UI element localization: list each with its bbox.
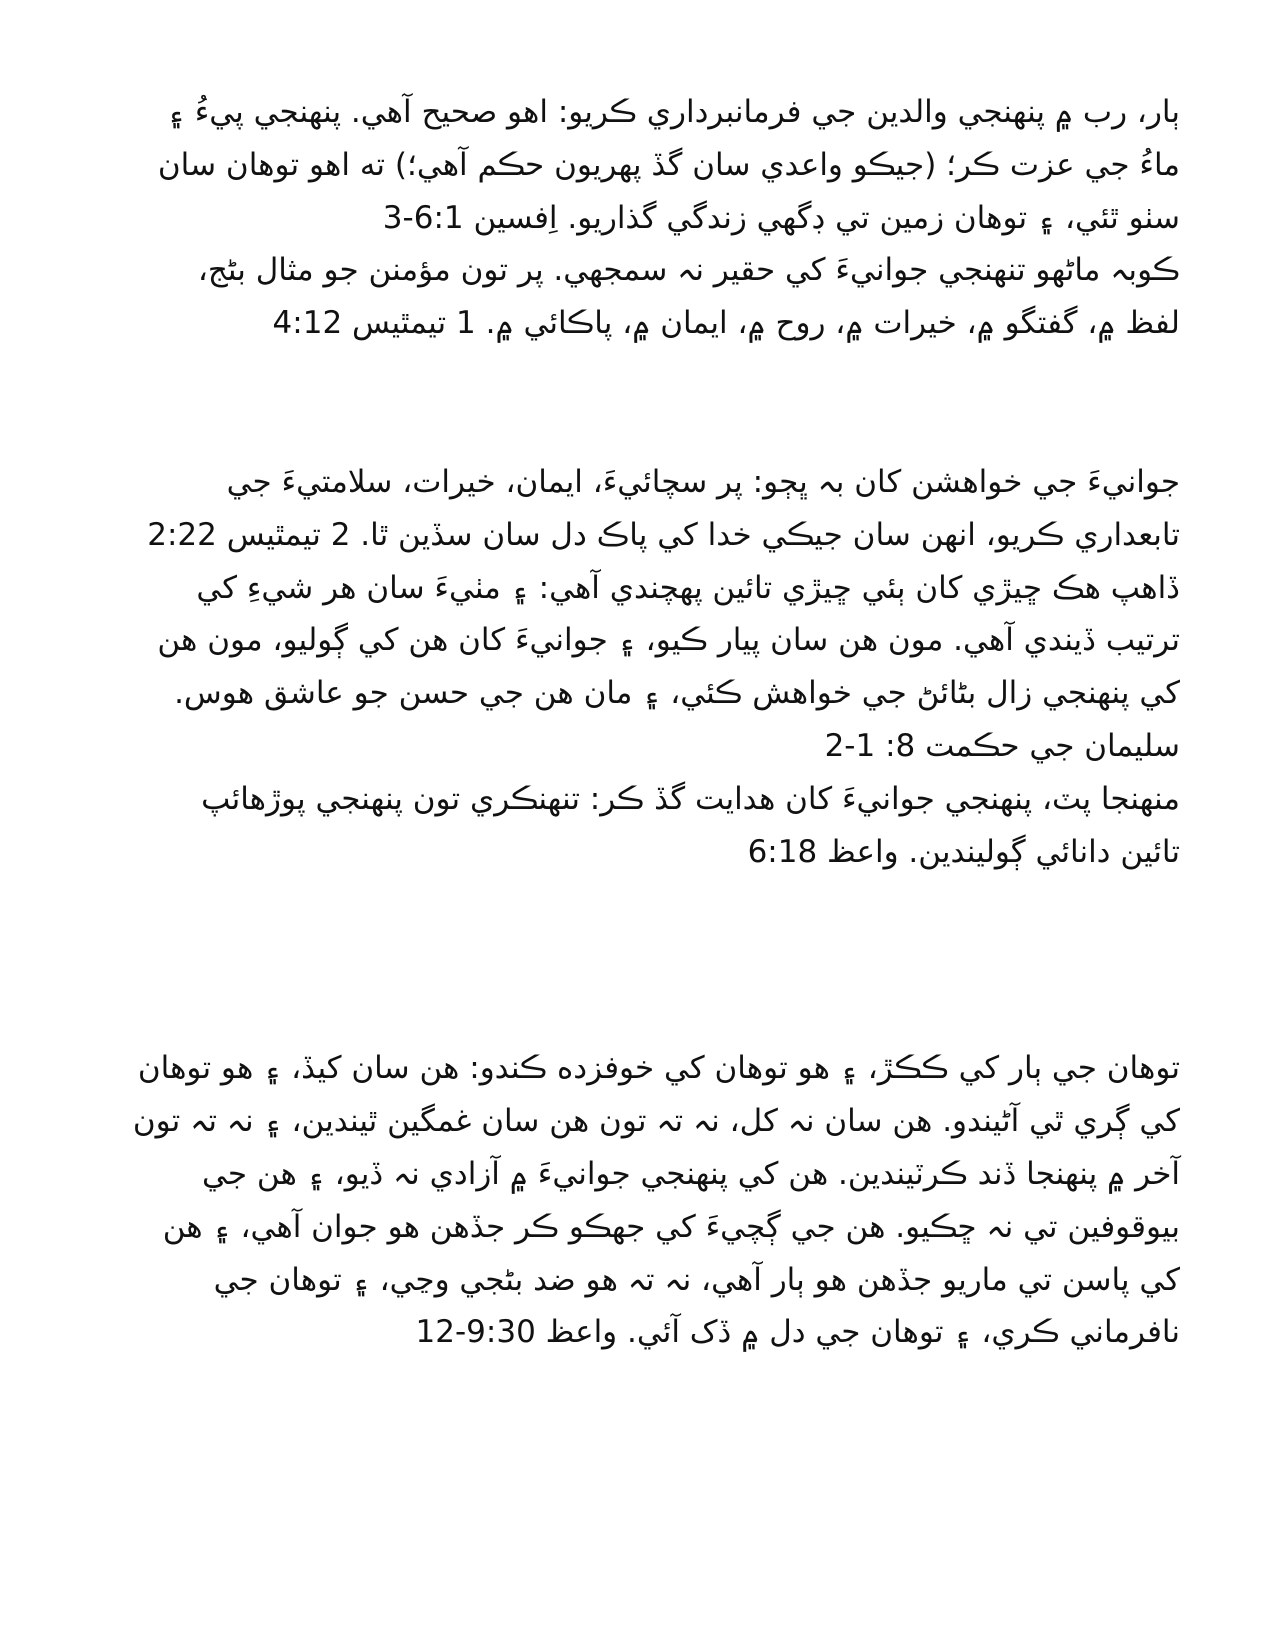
text-line: ترتيب ڏيندي آهي. مون هن سان پيار ڪيو، ۽ جوانيءَ کان هن کي ڳوليو، مون هن xyxy=(157,622,1180,659)
text-line: ڪوبہ ماڻهو تنهنجي جوانيءَ کي حقير نہ سمجهي. پر تون مؤمنن جو مثال بڻج، xyxy=(197,252,1180,289)
text-line: آخر ۾ پنهنجا ڏند ڪرٽيندين. هن کي پنهنجي جوانيءَ ۾ آزادي نہ ڏيو، ۽ هن جي xyxy=(202,1155,1180,1192)
text-line: تائين دانائي ڳوليندين. واعظ 6:18 xyxy=(747,833,1180,870)
text-line: تابعداري ڪريو، انهن سان جيڪي خدا کي پاڪ دل سان سڏين ٿا. 2 تيمٿيس 2:22 xyxy=(147,516,1180,553)
text-line: ماءُ جي عزت ڪر؛ (جيڪو واعدي سان گڏ پهريون حڪم آهي؛) ته اهو توهان سان xyxy=(157,146,1180,183)
text-line: کي پاسن تي ماريو جڏهن هو ٻار آهي، نہ تہ هو ضد بڻجي وڃي، ۽ توهان جي xyxy=(213,1261,1180,1298)
text-line: بيوقوفين تي نہ ڇڪيو. هن جي ڳچيءَ کي جهڪو ڪر جڏهن هو جوان آهي، ۽ هن xyxy=(162,1208,1180,1245)
text-line: سٺو ٿئي، ۽ توهان زمين تي ڊگهي زندگي گذاريو. اِفسين 6:1-3 xyxy=(382,199,1180,236)
text-line: نافرماني ڪري، ۽ توهان جي دل ۾ ڏک آئي. واعظ 9:30-12 xyxy=(415,1314,1180,1351)
text-line: لفظ ۾، گفتگو ۾، خيرات ۾، روح ۾، ايمان ۾، پاڪائي ۾. 1 تيمٿيس 4:12 xyxy=(272,305,1180,342)
text-section-2 xyxy=(86,456,1180,878)
section-spacer xyxy=(86,878,1180,1042)
text-line: منهنجا پٽ، پنهنجي جوانيءَ کان هدايت گڏ ڪر: تنهنڪري تون پنهنجي پوڙهائپ xyxy=(201,780,1180,817)
text-line: ڏاهپ هڪ ڇيڙي کان ٻئي ڇيڙي تائين پهچندي آهي: ۽ مٺيءَ سان هر شيءِ کي xyxy=(196,569,1180,606)
text-line: کي پنهنجي زال بڻائڻ جي خواهش ڪئي، ۽ مان هن جي حسن جو عاشق هوس. xyxy=(174,675,1180,712)
text-section-3 xyxy=(86,1042,1180,1359)
text-line: کي ڳري ٿي آڻيندو. هن سان نہ کل، نہ تہ تون هن سان غمگين ٿيندين، ۽ نہ تہ تون xyxy=(132,1103,1180,1140)
text-line: سليمان جي حڪمت 8: 1-2 xyxy=(824,727,1180,764)
text-line: جوانيءَ جي خواهشن کان بہ ڀڄو: پر سچائيءَ، ايمان، خيرات، سلامتيءَ جي xyxy=(226,463,1180,500)
section-spacer xyxy=(86,350,1180,456)
text-section-1 xyxy=(86,86,1180,350)
text-line: ٻار، رب ۾ پنهنجي والدين جي فرمانبرداري ڪريو: اهو صحيح آهي. پنهنجي پيءُ ۽ xyxy=(166,94,1180,130)
text-line: توهان جي ٻار کي ڪڪڙ، ۽ هو توهان کي خوفزده ڪندو: هن سان کيڏ، ۽ هو توهان xyxy=(137,1050,1180,1087)
document-page xyxy=(86,86,1180,1359)
